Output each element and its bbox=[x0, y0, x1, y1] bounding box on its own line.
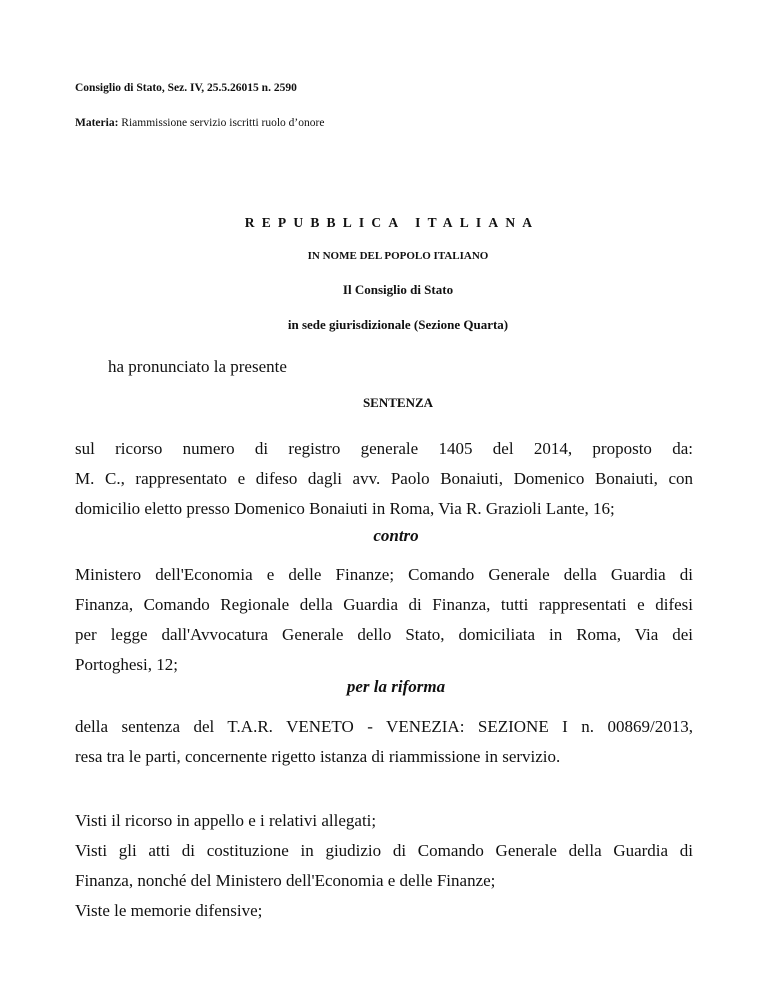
paragraph-line: Finanza, nonché del Ministero dell'Economia e delle Finanze; bbox=[75, 871, 496, 890]
paragraph-line: Visti gli atti di costituzione in giudizio di Comando Generale della Guardia di bbox=[75, 841, 693, 860]
paragraph-line: M. C., rappresentato e difeso dagli avv. Paolo Bonaiuti, Domenico Bonaiuti, con bbox=[75, 469, 693, 488]
sede-heading: in sede giurisdizionale (Sezione Quarta) bbox=[287, 317, 509, 332]
paragraph-line: Ministero dell'Economia e delle Finanze; Comando Generale della Guardia di bbox=[75, 565, 693, 584]
contro-paragraph bbox=[75, 560, 693, 680]
paragraph-line: Finanza, Comando Regionale della Guardia di Finanza, tutti rappresentati e difesi bbox=[75, 595, 693, 614]
paragraph-line: sul ricorso numero di registro generale 1405 del 2014, proposto da: bbox=[75, 439, 693, 458]
paragraph-line: domicilio eletto presso Domenico Bonaiuti in Roma, Via R. Grazioli Lante, 16; bbox=[75, 499, 615, 518]
contro-heading: contro bbox=[373, 526, 419, 545]
per-la-riforma-heading: per la riforma bbox=[346, 677, 446, 696]
riforma-paragraph bbox=[75, 712, 693, 772]
paragraph-line: per legge dall'Avvocatura Generale dello Stato, domiciliata in Roma, Via dei bbox=[75, 625, 693, 644]
paragraph-line: Viste le memorie difensive; bbox=[75, 901, 263, 920]
popolo-heading: IN NOME DEL POPOLO ITALIANO bbox=[307, 250, 489, 262]
subject-line bbox=[75, 117, 324, 129]
subject-text: Riammissione servizio iscritti ruolo d’onore bbox=[121, 117, 325, 129]
consiglio-heading: Il Consiglio di Stato bbox=[342, 282, 454, 297]
subject-label: Materia: bbox=[75, 117, 119, 129]
republic-heading: REPUBBLICA ITALIANA bbox=[244, 215, 540, 230]
paragraph-line: della sentenza del T.A.R. VENETO - VENEZIA: SEZIONE I n. 00869/2013, bbox=[75, 717, 693, 736]
paragraph-line: Portoghesi, 12; bbox=[75, 655, 178, 674]
sentenza-heading: SENTENZA bbox=[362, 395, 434, 410]
paragraph-line: Visti il ricorso in appello e i relativi allegati; bbox=[75, 811, 377, 830]
ricorso-paragraph bbox=[75, 434, 693, 524]
ha-pronunciato-text: ha pronunciato la presente bbox=[108, 357, 287, 376]
visti-paragraph bbox=[75, 806, 693, 926]
paragraph-line: resa tra le parti, concernente rigetto istanza di riammissione in servizio. bbox=[75, 747, 561, 766]
citation-header: Consiglio di Stato, Sez. IV, 25.5.26015 n. 2590 bbox=[75, 82, 297, 94]
